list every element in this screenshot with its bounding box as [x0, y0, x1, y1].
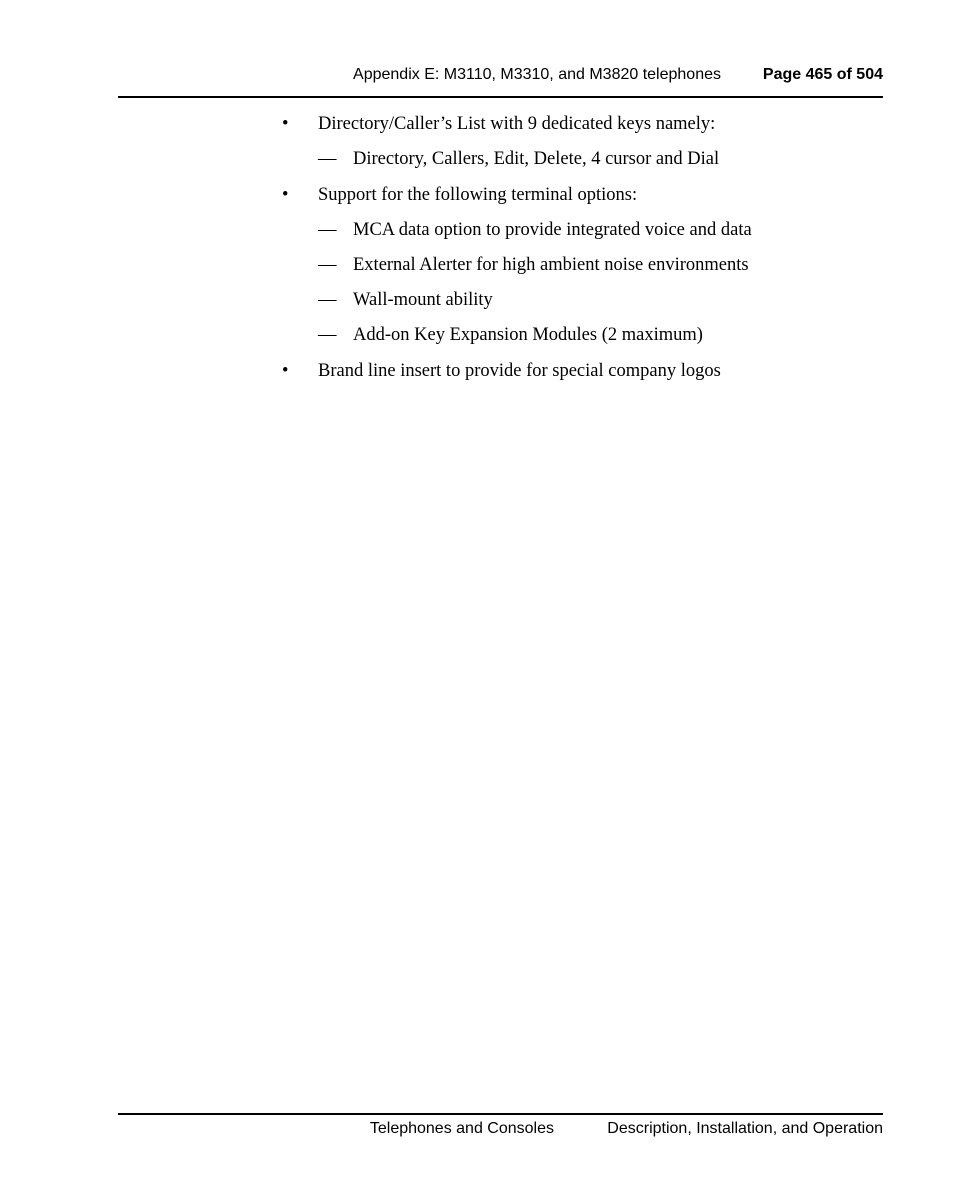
sub-list-item: [318, 288, 882, 312]
page-header: [118, 62, 883, 98]
header-chapter-title: Appendix E: M3110, M3310, and M3820 telephones: [353, 66, 721, 83]
sub-list-item: [318, 253, 882, 277]
sub-list: [318, 218, 882, 347]
list-item: [282, 112, 882, 171]
sub-list-item-text: Add-on Key Expansion Modules (2 maximum): [353, 325, 703, 345]
sub-list-item: [318, 147, 882, 171]
bullet-icon: •: [282, 361, 289, 381]
dash-icon: —: [318, 290, 337, 310]
sub-list-item-text: Directory, Callers, Edit, Delete, 4 cursor and Dial: [353, 149, 720, 169]
dash-icon: —: [318, 220, 337, 240]
dash-icon: —: [318, 255, 337, 275]
sub-list-item: [318, 218, 882, 242]
page-footer: [118, 1113, 883, 1137]
bullet-icon: •: [282, 185, 289, 205]
sub-list-item-text: External Alerter for high ambient noise environments: [353, 255, 749, 275]
sub-list-item: [318, 323, 882, 347]
list-item-text: Support for the following terminal options:: [318, 185, 638, 205]
list-item: [282, 183, 882, 347]
body-content: [282, 112, 882, 383]
dash-icon: —: [318, 325, 337, 345]
list-item-text: Directory/Caller’s List with 9 dedicated keys namely:: [318, 114, 716, 134]
bullet-icon: •: [282, 114, 289, 134]
sub-list-item-text: MCA data option to provide integrated voice and data: [353, 220, 752, 240]
sub-list: [318, 147, 882, 171]
footer-book-title: Telephones and Consoles: [369, 1120, 554, 1137]
sub-list-item-text: Wall-mount ability: [353, 290, 493, 310]
header-page-number: Page 465 of 504: [762, 66, 883, 83]
list-item: [282, 359, 882, 383]
footer-book-subtitle: Description, Installation, and Operation: [607, 1120, 883, 1137]
list-item-text: Brand line insert to provide for special company logos: [318, 361, 721, 381]
dash-icon: —: [318, 149, 337, 169]
